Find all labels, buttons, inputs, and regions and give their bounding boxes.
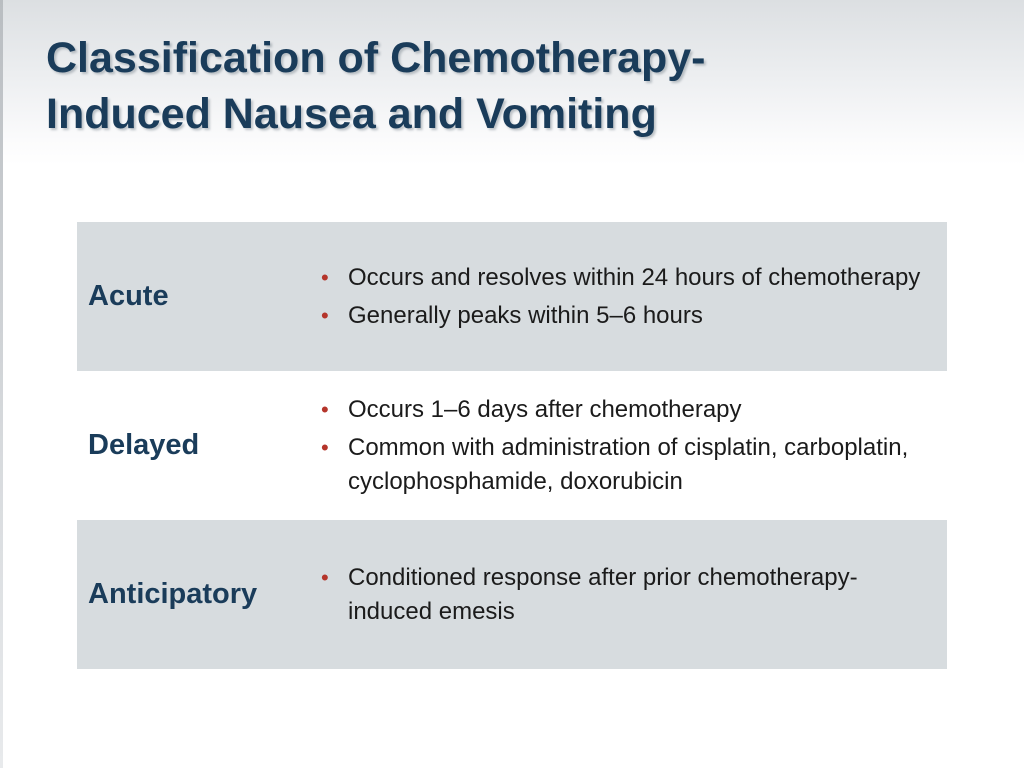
bullet-item (318, 261, 938, 295)
table-row-anticipatory (77, 520, 947, 669)
bullet-dot-icon: • (321, 564, 329, 590)
bullet-text: Generally peaks within 5–6 hours (348, 301, 703, 329)
bullet-dot-icon: • (321, 396, 329, 422)
bullet-item (318, 431, 938, 499)
bullet-dot-icon: • (321, 302, 329, 328)
slide-left-edge (0, 0, 3, 768)
row-label-delayed: Delayed (88, 429, 200, 461)
bullet-item (318, 561, 938, 629)
bullet-dot-icon: • (321, 264, 329, 290)
row-bullets-acute (318, 222, 938, 371)
slide-title-line-1: Classification of Chemotherapy- (46, 34, 706, 82)
row-bullets-delayed (318, 371, 938, 520)
bullet-text: Occurs and resolves within 24 hours of chemotherapy (348, 263, 921, 291)
row-bullets-anticipatory (318, 520, 938, 669)
row-label-acute: Acute (88, 280, 169, 312)
bullet-dot-icon: • (321, 434, 329, 460)
bullet-item (318, 393, 938, 427)
bullet-item (318, 299, 938, 333)
slide-title-line-2: Induced Nausea and Vomiting (46, 90, 657, 138)
bullet-text: Common with administration of cisplatin, carboplatin, cyclophosphamide, doxorubicin (348, 433, 909, 495)
row-label-anticipatory: Anticipatory (88, 578, 258, 610)
bullet-text: Occurs 1–6 days after chemotherapy (348, 395, 742, 423)
table-row-delayed (77, 371, 947, 520)
table-row-acute (77, 222, 947, 371)
classification-table (77, 222, 947, 669)
bullet-text: Conditioned response after prior chemotherapy-induced emesis (348, 563, 858, 625)
slide-title (46, 30, 986, 142)
